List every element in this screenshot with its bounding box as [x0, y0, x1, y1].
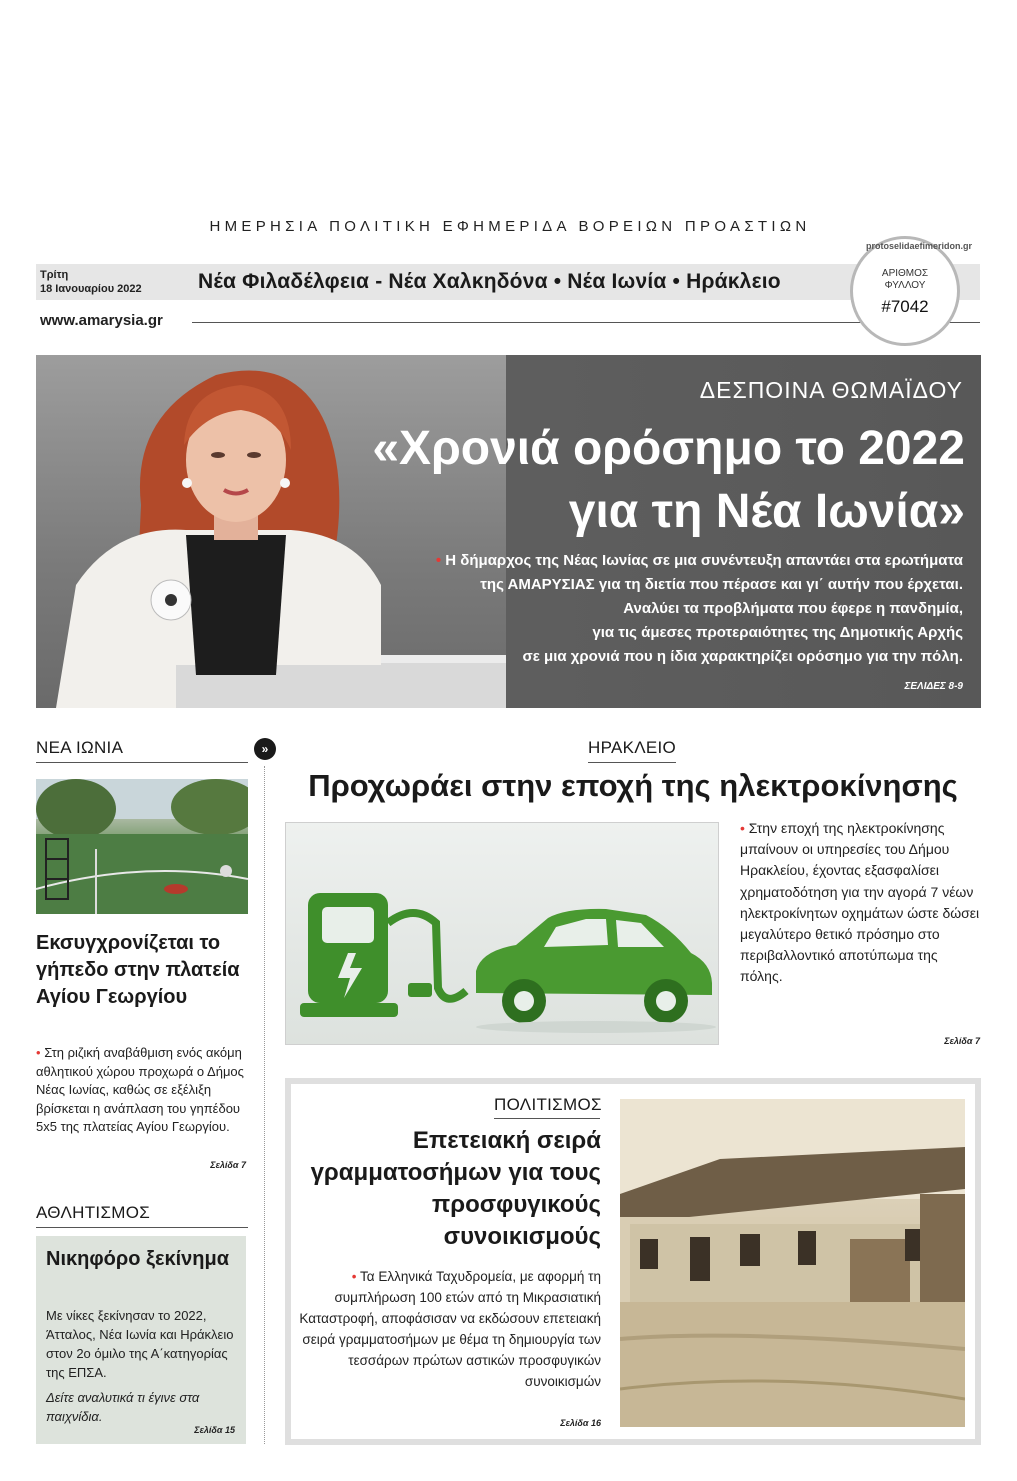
- issue-date: [40, 268, 142, 296]
- website-link[interactable]: www.amarysia.gr: [40, 312, 163, 329]
- field-story-headline[interactable]: Εκσυγχρονίζεται το γήπεδο στην πλατεία Αγίου Γεωργίου: [36, 932, 240, 1008]
- football-field-photo: [36, 779, 248, 914]
- ev-story-headline[interactable]: Προχωράει στην εποχή της ηλεκτροκίνησης: [308, 768, 958, 803]
- lead-story[interactable]: [36, 355, 981, 708]
- sports-body: Με νίκες ξεκίνησαν το 2022, Άτταλος, Νέα Ιωνία και Ηράκλειο στον 2ο όμιλο της Α΄κατηγορίας της ΕΠΣΑ.: [46, 1308, 234, 1380]
- lead-summary-line-4: για τις άμεσες προτεραιότητες της Δημοτικής Αρχής: [592, 624, 963, 641]
- lead-headline-line-1: «Χρονιά ορόσημο το 2022: [372, 422, 965, 475]
- bullet-marker: •: [435, 552, 442, 569]
- stamps-story-text: Τα Ελληνικά Ταχυδρομεία, με αφορμή τη συμπλήρωση 100 ετών από τη Μικρασιατική Καταστροφή, αποφάσισαν να εκδώσουν επετειακή σειρά γραμματοσήμων με θέμα τη δημιουργία των τεσσάρων πρώτων αστικών προσφυγικών συνοικισμών: [299, 1269, 601, 1389]
- issue-full-date: 18 Ιανουαρίου 2022: [40, 283, 142, 295]
- section-title-nea-ionia: ΝΕΑ ΙΩΝΙΑ: [36, 738, 124, 757]
- section-divider: [36, 1227, 248, 1228]
- lead-summary: [373, 549, 963, 669]
- issue-day: Τρίτη: [40, 269, 69, 281]
- section-divider: [494, 1118, 600, 1119]
- interviewee-name: ΔΕΣΠΟΙΝΑ ΘΩΜΑΪΔΟΥ: [699, 377, 963, 403]
- issue-label-line-2: ΦΥΛΛΟΥ: [884, 280, 926, 291]
- column-divider: [264, 766, 265, 1444]
- issue-label-line-1: ΑΡΙΘΜΟΣ: [881, 268, 929, 279]
- issue-number: #7042: [881, 297, 929, 316]
- section-title-irakleio: ΗΡΑΚΛΕΙΟ: [588, 738, 677, 757]
- section-divider: [36, 762, 248, 763]
- field-story-text: Στη ριζική αναβάθμιση ενός ακόμη αθλητικού χώρου προχωρά ο Δήμος Νέας Ιωνίας, καθώς σε εξέλιξη βρίσκεται η ανάπλαση του γηπέδου 5x5 της πλατείας Αγίου Γεωργίου.: [36, 1045, 244, 1134]
- double-chevron-icon: »: [254, 738, 276, 760]
- old-houses-image: [620, 1099, 965, 1427]
- bullet-marker: •: [740, 820, 745, 836]
- sports-headline[interactable]: Νικηφόρο ξεκίνημα: [46, 1248, 230, 1270]
- field-story-body: [36, 1044, 248, 1137]
- stamps-story-body: [296, 1266, 601, 1392]
- lead-summary-line-5: σε μια χρονιά που η ίδια χαρακτηρίζει ορόσημο για την πόλη.: [522, 648, 963, 665]
- section-title-sports: ΑΘΛΗΤΙΣΜΟΣ: [36, 1203, 151, 1222]
- section-title-culture: ΠΟΛΙΤΙΣΜΟΣ: [494, 1095, 602, 1114]
- sports-page-ref: Σελίδα 15: [194, 1425, 235, 1435]
- bullet-marker: •: [351, 1269, 357, 1284]
- lead-headline: [325, 417, 965, 543]
- football-field-image: [36, 779, 248, 914]
- green-ev-charger-image: [286, 823, 719, 1045]
- lead-summary-text-1: Η δήμαρχος της Νέας Ιωνίας σε μια συνέντευξη απαντάει στα ερωτήματα: [445, 552, 963, 569]
- source-watermark: protoselidaefimeridon.gr: [866, 241, 973, 251]
- ev-story-page-ref: Σελίδα 7: [944, 1036, 980, 1046]
- bullet-marker: •: [36, 1045, 41, 1060]
- sports-teaser: Δείτε αναλυτικά τι έγινε στα παιχνίδια.: [46, 1390, 200, 1424]
- coverage-areas: Νέα Φιλαδέλφεια - Νέα Χαλκηδόνα • Νέα Ιωνία • Ηράκλειο: [198, 270, 781, 293]
- ev-story-body: [740, 818, 980, 988]
- ev-story-text: Στην εποχή της ηλεκτροκίνησης μπαίνουν οι υπηρεσίες του Δήμου Ηρακλείου, έχοντας εξασφαλίσει χρηματοδότηση για την αγορά 7 νέων ηλεκτροκίνητων οχημάτων ώστε δώσει μεγαλύτερο θετικό πρόσημο στο περιβαλλοντικό αποτύπωμα της πόλης.: [740, 820, 980, 985]
- newspaper-tagline: ΗΜΕΡΗΣΙΑ ΠΟΛΙΤΙΚΗ ΕΦΗΜΕΡΙΔΑ ΒΟΡΕΙΩΝ ΠΡΟΑΣΤΙΩΝ: [209, 218, 811, 235]
- lead-headline-line-2: για τη Νέα Ιωνία»: [568, 485, 965, 538]
- refugee-settlement-photo: [620, 1099, 965, 1427]
- stamps-story-page-ref: Σελίδα 16: [560, 1418, 601, 1428]
- lead-summary-line-1: [373, 549, 963, 573]
- lead-summary-line-3: Αναλύει τα προβλήματα που έφερε η πανδημία,: [623, 600, 963, 617]
- lead-summary-line-2: της ΑΜΑΡΥΣΙΑΣ για τη διετία που πέρασε και γι΄ αυτήν που έρχεται.: [480, 576, 963, 593]
- section-divider: [588, 762, 676, 763]
- stamps-story-headline[interactable]: Επετειακή σειρά γραμματοσήμων για τους προσφυγικούς συνοικισμούς: [310, 1127, 601, 1250]
- field-story-page-ref: Σελίδα 7: [210, 1160, 246, 1170]
- lead-page-ref: ΣΕΛΙΔΕΣ 8-9: [904, 681, 963, 692]
- ev-charging-photo: [285, 822, 719, 1045]
- issue-label: [850, 268, 960, 292]
